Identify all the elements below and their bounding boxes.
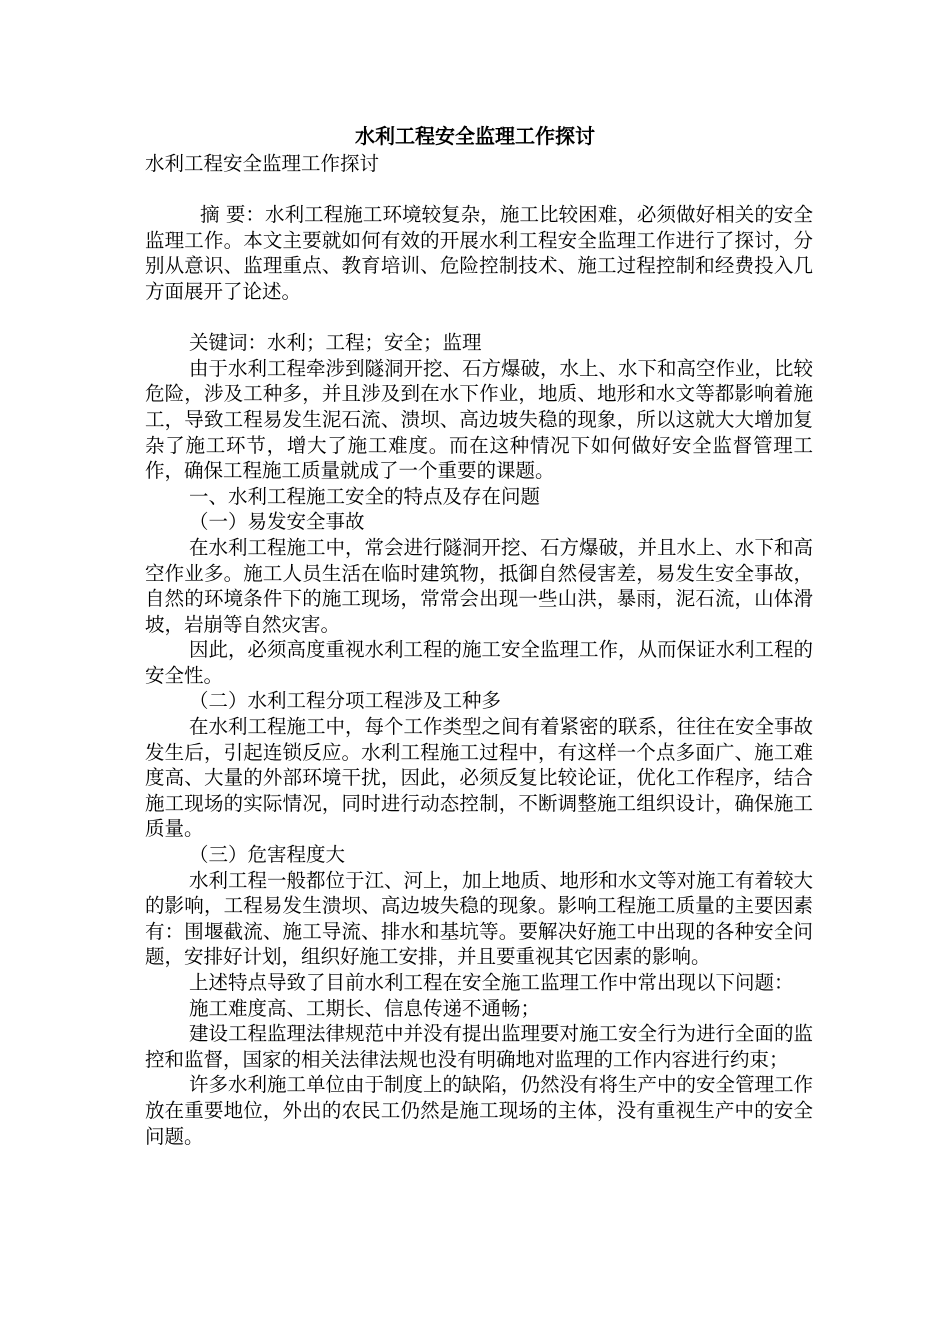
- abstract-paragraph: 摘 要：水利工程施工环境较复杂，施工比较困难，必须做好相关的安全监理工作。本文主要就如何有效的开展水利工程安全监理工作进行了探讨，分别从意识、监理重点、教育培训、危险控制技术、施工过程控制和经费投入几方面展开了论述。: [145, 203, 813, 303]
- spacer: [145, 177, 813, 203]
- spacer: [145, 305, 813, 331]
- body-paragraph: 在水利工程施工中，每个工作类型之间有着紧密的联系，往往在安全事故发生后，引起连锁反应。水利工程施工过程中，有这样一个点多面广、施工难度高、大量的外部环境干扰，因此，必须反复比较论证，优化工作程序，结合施工现场的实际情况，同时进行动态控制，不断调整施工组织设计，确保施工质量。: [145, 715, 814, 841]
- body-paragraph: 施工难度高、工期长、信息传递不通畅；: [189, 996, 541, 1020]
- document-body: [145, 151, 813, 1149]
- body-paragraph: 水利工程一般都位于江、河上，加上地质、地形和水文等对施工有着较大的影响，工程易发生溃坝、高边坡失稳的现象。影响工程施工质量的主要因素有：围堰截流、施工导流、排水和基坑等。要解决好施工中出现的各种安全问题，安排好计划，组织好施工安排，并且要重视其它因素的影响。: [145, 868, 814, 969]
- document-subtitle: 水利工程安全监理工作探讨: [145, 152, 380, 175]
- intro-paragraph: 由于水利工程牵涉到隧洞开挖、石方爆破，水上、水下和高空作业，比较危险，涉及工种多，并且涉及到在水下作业，地质、地形和水文等都影响着施工，导致工程易发生泥石流、溃坝、高边坡失稳的现象，所以这就大大增加复杂了施工环节，增大了施工难度。而在这种情况下如何做好安全监督管理工作，确保工程施工质量就成了一个重要的课题。: [145, 356, 814, 483]
- document-title: 水利工程安全监理工作探讨: [355, 124, 595, 148]
- body-paragraph: 建设工程监理法律规范中并没有提出监理要对施工安全行为进行全面的监控和监督，国家的相关法律法规也没有明确地对监理的工作内容进行约束；: [145, 1022, 814, 1071]
- body-paragraph: 因此，必须高度重视水利工程的施工安全监理工作，从而保证水利工程的安全性。: [145, 638, 814, 687]
- subsection-heading: （一）易发安全事故: [189, 510, 365, 534]
- body-paragraph: 在水利工程施工中，常会进行隧洞开挖、石方爆破，并且水上、水下和高空作业多。施工人员生活在临时建筑物，抵御自然侵害差，易发生安全事故，自然的环境条件下的施工现场，常常会出现一些山洪，暴雨，泥石流，山体滑坡，岩崩等自然灾害。: [145, 535, 814, 636]
- subsection-heading: （二）水利工程分项工程涉及工种多: [189, 689, 502, 713]
- body-paragraph: 上述特点导致了目前水利工程在安全施工监理工作中常出现以下问题：: [189, 971, 794, 994]
- keywords-line: 关键词：水利；工程；安全；监理: [189, 331, 482, 355]
- body-paragraph: 许多水利施工单位由于制度上的缺陷，仍然没有将生产中的安全管理工作放在重要地位，外出的农民工仍然是施工现场的主体，没有重视生产中的安全问题。: [145, 1073, 814, 1148]
- section-heading: 一、水利工程施工安全的特点及存在问题: [189, 484, 541, 508]
- subsection-heading: （三）危害程度大: [189, 843, 346, 867]
